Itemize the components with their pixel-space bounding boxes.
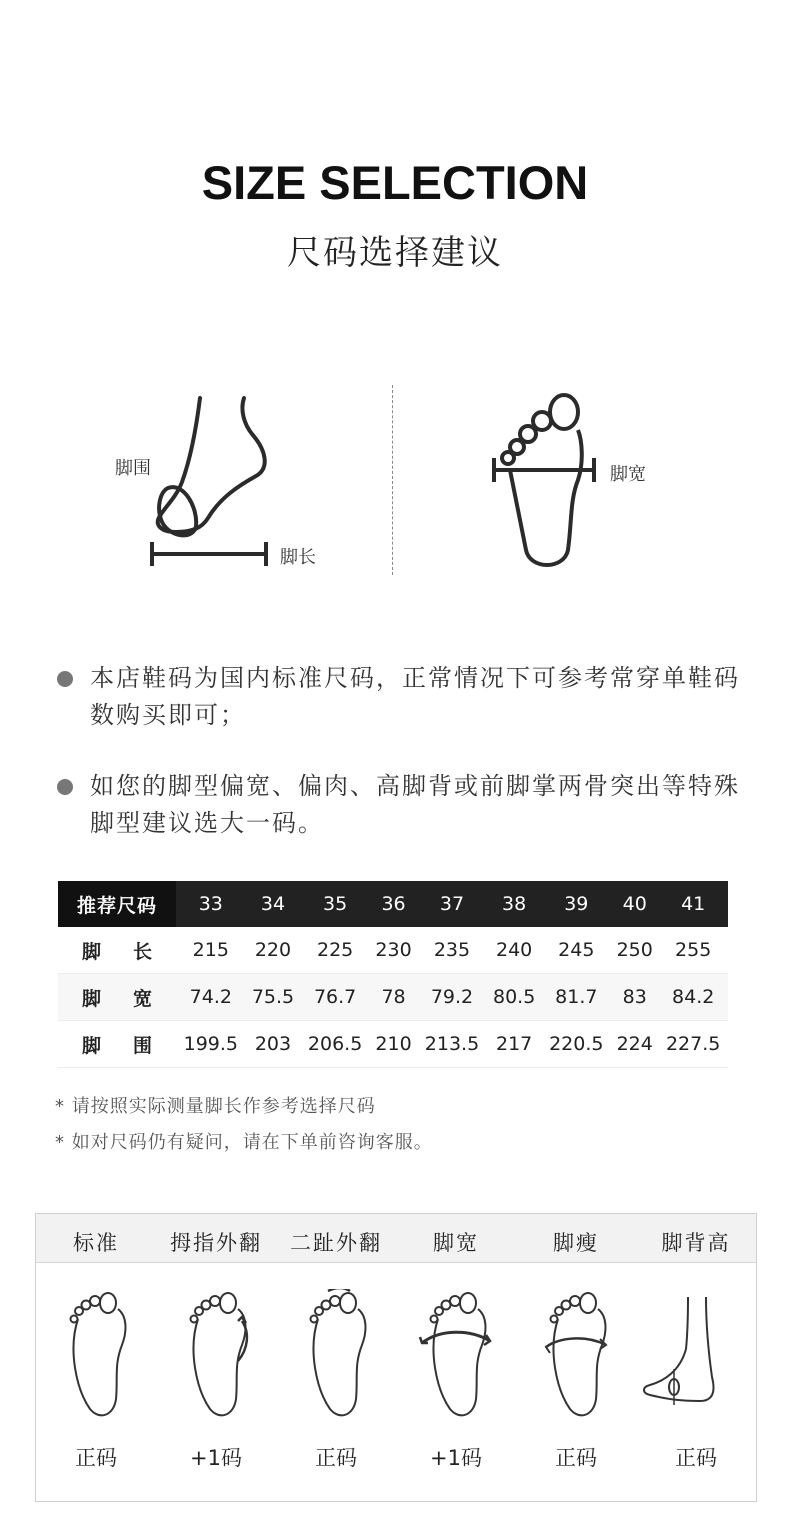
foot-type-advice: 正码 xyxy=(75,1446,117,1470)
table-cell: 235 xyxy=(417,927,487,974)
size-cell: 39 xyxy=(541,881,611,927)
foot-top-view-icon xyxy=(490,390,600,575)
table-cell: 213.5 xyxy=(417,1021,487,1068)
size-cell: 37 xyxy=(417,881,487,927)
foot-side-view-icon xyxy=(140,390,280,575)
table-cell: 225 xyxy=(300,927,370,974)
size-cell: 36 xyxy=(370,881,417,927)
bullet-text: 如您的脚型偏宽、偏肉、高脚背或前脚掌两骨突出等特殊脚型建议选大一码。 xyxy=(90,772,740,837)
table-cell: 199.5 xyxy=(176,1021,246,1068)
table-cell: 220 xyxy=(246,927,301,974)
foot-standard-icon xyxy=(56,1289,136,1419)
table-cell: 84.2 xyxy=(658,974,728,1021)
bullet-item xyxy=(57,660,747,734)
foot-type-advice: 正码 xyxy=(315,1446,357,1470)
title-chinese: 尺码选择建议 xyxy=(287,233,503,273)
size-cell: 34 xyxy=(246,881,301,927)
table-cell: 227.5 xyxy=(658,1021,728,1068)
row-label: 脚围 xyxy=(58,1021,176,1068)
table-cell: 206.5 xyxy=(300,1021,370,1068)
foot-type-name: 脚背高 xyxy=(661,1231,731,1255)
table-cell: 215 xyxy=(176,927,246,974)
table-cell: 80.5 xyxy=(487,974,542,1021)
foot-type-advice: +1码 xyxy=(430,1446,482,1470)
foot-type-advice: +1码 xyxy=(190,1446,242,1470)
size-table-header xyxy=(58,881,728,927)
table-cell: 245 xyxy=(541,927,611,974)
table-cell: 240 xyxy=(487,927,542,974)
table-cell: 230 xyxy=(370,927,417,974)
size-table xyxy=(58,881,728,1068)
girth-label: 脚围 xyxy=(115,458,151,479)
table-cell: 75.5 xyxy=(246,974,301,1021)
table-cell: 210 xyxy=(370,1021,417,1068)
size-cell: 38 xyxy=(487,881,542,927)
table-cell: 76.7 xyxy=(300,974,370,1021)
table-row xyxy=(58,927,728,974)
foot-type-name: 标准 xyxy=(73,1231,119,1255)
length-label: 脚长 xyxy=(280,547,316,568)
foot-narrow-icon xyxy=(536,1289,616,1419)
table-cell: 250 xyxy=(611,927,658,974)
table-cell: 79.2 xyxy=(417,974,487,1021)
foot-bunion-icon xyxy=(176,1289,256,1419)
table-cell: 78 xyxy=(370,974,417,1021)
table-cell: 83 xyxy=(611,974,658,1021)
table-cell: 203 xyxy=(246,1021,301,1068)
table-row xyxy=(58,1021,728,1068)
foot-type-advice: 正码 xyxy=(555,1446,597,1470)
size-cell: 33 xyxy=(176,881,246,927)
foot-type-panel xyxy=(35,1213,757,1502)
bullet-text: 本店鞋码为国内标准尺码，正常情况下可参考常穿单鞋码数购买即可； xyxy=(90,664,740,729)
size-cell: 35 xyxy=(300,881,370,927)
foot-type-name: 拇指外翻 xyxy=(170,1231,262,1255)
foot-type-name: 脚瘦 xyxy=(553,1231,599,1255)
header-label: 推荐尺码 xyxy=(58,881,176,927)
foot-high-instep-icon xyxy=(640,1289,730,1419)
row-label: 脚长 xyxy=(58,927,176,974)
note: * 请按照实际测量脚长作参考选择尺码 xyxy=(55,1096,376,1117)
foot-second-toe-icon xyxy=(296,1289,376,1419)
title-english: SIZE SELECTION xyxy=(201,156,589,209)
width-label: 脚宽 xyxy=(610,464,646,485)
table-cell: 255 xyxy=(658,927,728,974)
table-cell: 217 xyxy=(487,1021,542,1068)
table-cell: 74.2 xyxy=(176,974,246,1021)
bullet-dot xyxy=(57,779,73,795)
size-cell: 41 xyxy=(658,881,728,927)
table-cell: 224 xyxy=(611,1021,658,1068)
size-cell: 40 xyxy=(611,881,658,927)
table-row xyxy=(58,974,728,1021)
foot-type-name: 二趾外翻 xyxy=(290,1231,382,1255)
foot-wide-icon xyxy=(416,1289,496,1419)
note: * 如对尺码仍有疑问，请在下单前咨询客服。 xyxy=(55,1132,433,1153)
table-cell: 220.5 xyxy=(541,1021,611,1068)
foot-type-advice: 正码 xyxy=(675,1446,717,1470)
row-label: 脚宽 xyxy=(58,974,176,1021)
divider xyxy=(392,385,393,575)
bullet-item xyxy=(57,768,747,842)
table-cell: 81.7 xyxy=(541,974,611,1021)
foot-type-name: 脚宽 xyxy=(433,1231,479,1255)
bullet-dot xyxy=(57,671,73,687)
